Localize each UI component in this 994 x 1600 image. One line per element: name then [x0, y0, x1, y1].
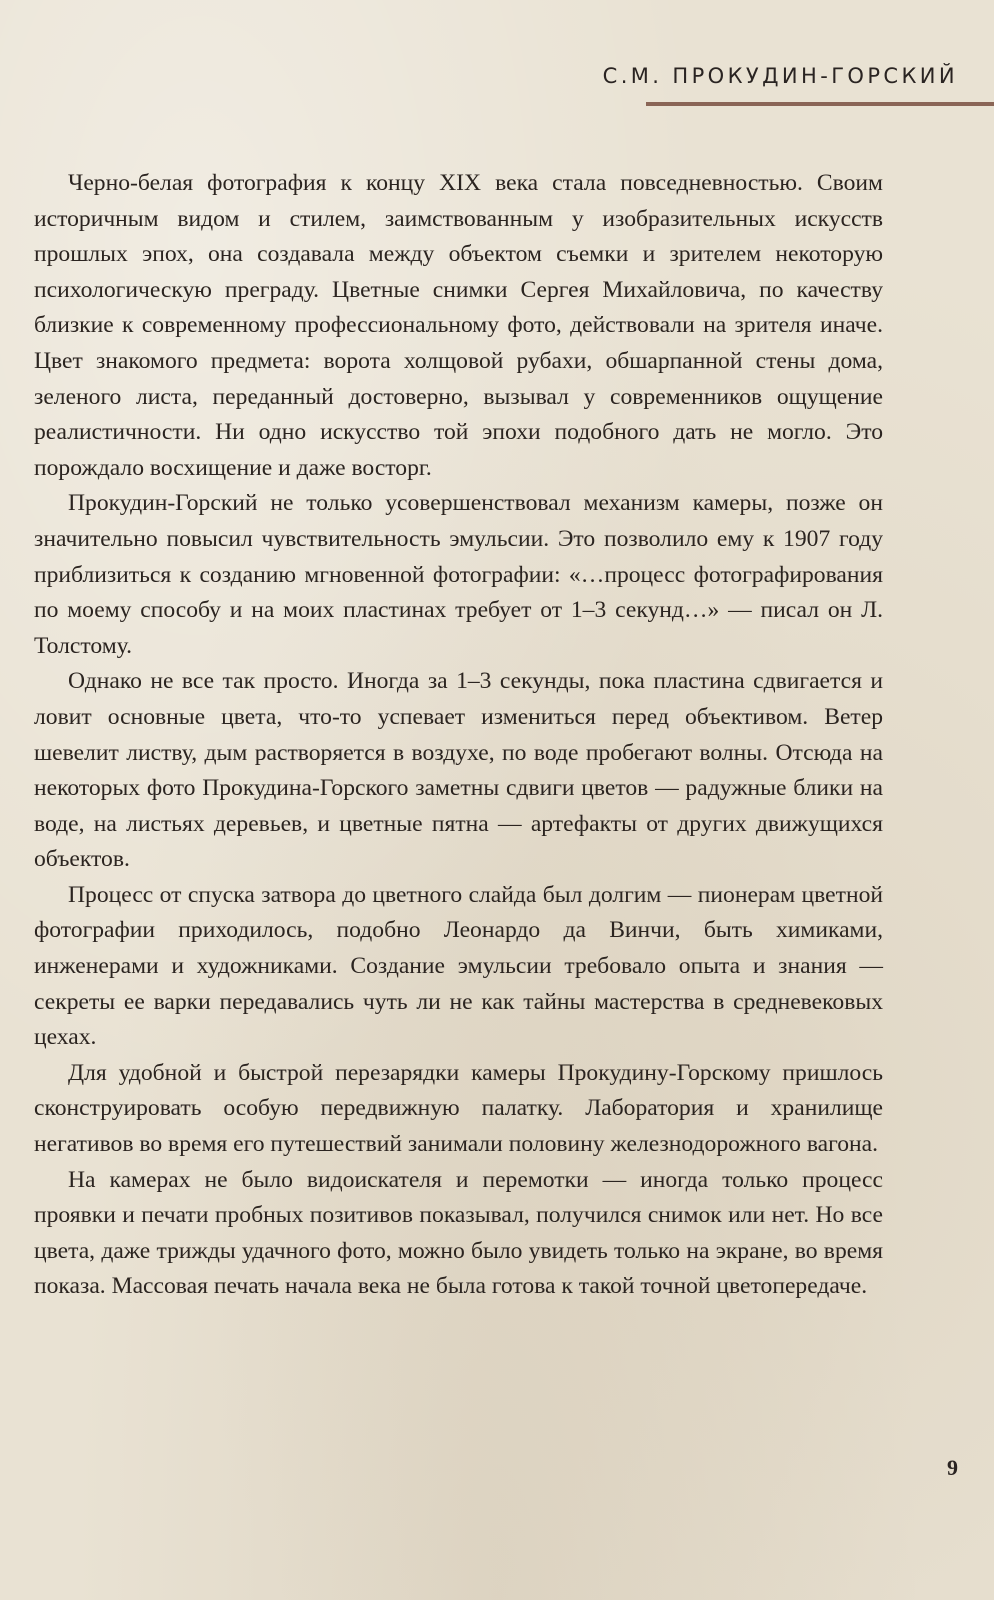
body-text	[34, 166, 883, 1305]
running-header	[602, 64, 994, 106]
page-number: 9	[947, 1455, 958, 1480]
paragraph: Для удобной и быстрой перезарядки камеры Прокудину-Горскому пришлось сконструировать особую передвижную палатку. Лаборатория и хранилище негативов во время его путешествий занимали половину железнодорожного вагона.	[34, 1059, 883, 1158]
header-rule	[646, 102, 994, 106]
paragraph: Процесс от спуска затвора до цветного слайда был долгим — пионерам цветной фотографии приходилось, подобно Леонардо да Винчи, быть химиками, инженерами и художниками. Создание эмульсии требовало опыта и знания — секреты ее варки передавались чуть ли не как тайны мастерства в средневековых цехах.	[34, 881, 883, 1051]
running-header-title: С.М. ПРОКУДИН-ГОРСКИЙ	[602, 64, 958, 88]
paragraph: Однако не все так просто. Иногда за 1–3 секунды, пока пластина сдвигается и ловит основные цвета, что-то успевает измениться перед объективом. Ветер шевелит листву, дым растворяется в воздухе, по воде пробегают волны. Отсюда на некоторых фото Прокудина-Горского заметны сдвиги цветов — радужные блики на воде, на листьях деревьев, и цветные пятна — артефакты от других движущихся объектов.	[34, 668, 883, 873]
paragraph: На камерах не было видоискателя и перемотки — иногда только процесс проявки и печати пробных позитивов показывал, получился снимок или нет. Но все цвета, даже трижды удачного фото, можно было увидеть только на экране, во время показа. Массовая печать начала века не была готова к такой точной цветопередаче.	[34, 1166, 883, 1300]
paragraph: Черно-белая фотография к концу XIX века стала повседневностью. Своим историчным видом и стилем, заимствованным у изобразительных искусств прошлых эпох, она создавала между объектом съемки и зрителем некоторую психологическую преграду. Цветные снимки Сергея Михайловича, по качеству близкие к современному профессиональному фото, действовали на зрителя иначе. Цвет знакомого предмета: ворота холщовой рубахи, обшарпанной стены дома, зеленого листа, переданный достоверно, вызывал у современников ощущение реалистичности. Ни одно искусство той эпохи подобного дать не могло. Это порождало восхищение и даже восторг.	[34, 170, 883, 481]
paragraph: Прокудин-Горский не только усовершенствовал механизм камеры, позже он значительно повысил чувствительность эмульсии. Это позволило ему к 1907 году приблизиться к созданию мгновенной фотографии: «…процесс фотографирования по моему способу и на моих пластинах требует от 1–3 секунд…» — писал он Л. Толстому.	[34, 490, 883, 659]
